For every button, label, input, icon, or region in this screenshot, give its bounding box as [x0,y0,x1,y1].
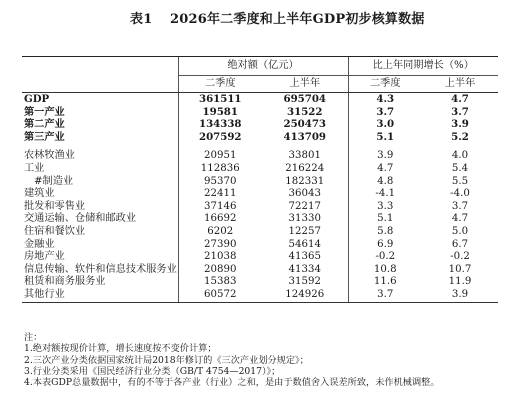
row-label: #制造业 [34,175,74,187]
subheader-blank [22,76,178,93]
cell-q2-growth: 3.3 [348,201,422,214]
note-item: 2.三次产业分类依据国家统计局2018年修订的《三次产业划分规定》； [24,354,309,366]
table-row [22,276,498,289]
cell-h1-amount: 12257 [288,225,321,237]
row-label: 金融业 [24,238,55,250]
cell-q2-amount: 20890 [178,264,262,277]
table-row [22,264,498,277]
cell-q2-growth: 10.8 [348,264,422,277]
cell-q2-amount: 134338 [178,118,262,131]
table-row [22,163,498,176]
table-row [22,93,498,106]
cell-q2-amount: 6202 [178,226,262,239]
table-body [22,93,498,303]
cell-h1-growth: 5.4 [451,162,469,174]
subheader-q2-amount: 二季度 [178,76,262,93]
cell-q2-amount: 16692 [178,213,262,226]
cell-q2-growth: 3.7 [348,106,422,119]
cell-q2-growth: 4.8 [348,176,422,189]
table-row [22,251,498,264]
cell-q2-amount: 207592 [178,131,262,144]
cell-q2-growth: 3.0 [348,118,422,131]
cell-h1-amount: 250473 [283,118,327,131]
table-row [22,226,498,239]
cell-h1-growth: 5.2 [451,130,469,143]
cell-q2-growth: -4.1 [348,188,422,201]
cell-h1-growth: 4.0 [451,150,469,162]
note-heading: 注： [24,332,43,343]
table-row [22,131,498,144]
cell-h1-amount: 72217 [288,200,321,212]
cell-q2-growth: 6.9 [348,239,422,252]
cell-q2-amount: 37146 [178,201,262,214]
table-row [22,118,498,131]
cell-q2-growth: 4.3 [348,93,422,106]
cell-h1-amount: 31330 [288,213,321,225]
row-label: 第三产业 [24,130,65,143]
row-label: 其他行业 [22,289,178,302]
table-row [22,289,498,302]
table-row [22,150,498,163]
cell-q2-amount: 19581 [178,106,262,119]
note-item: 4.本表GDP总量数据中，有的不等于各产业（行业）之和，是由于数值舍入误差所致，未作机械调整。 [24,377,440,389]
gdp-data-table [22,56,498,303]
cell-q2-amount: 112836 [178,163,262,176]
note-item: 1.绝对额按现价计算，增长速度按不变价计算； [24,343,217,355]
cell-h1-amount: 41365 [288,251,321,263]
header-blank [22,57,178,76]
row-label: 住宿和餐饮业 [24,225,86,237]
cell-h1-amount: 182331 [285,175,325,187]
row-label: 房地产业 [24,251,65,263]
cell-q2-amount: 60572 [178,289,262,302]
cell-q2-growth: 3.7 [348,289,422,302]
table-notes [24,332,500,388]
cell-q2-growth: -0.2 [348,251,422,264]
row-label: 信息传输、软件和信息技术服务业 [24,263,177,275]
table-row [22,188,498,201]
table-title-text: 2026年二季度和上半年GDP初步核算数据 [170,12,425,27]
cell-h1-growth: 11.9 [448,276,472,288]
cell-h1-growth: -0.2 [450,251,470,263]
cell-q2-amount: 15383 [178,276,262,289]
cell-h1-amount: 31592 [288,276,321,288]
cell-q2-amount: 95370 [178,176,262,189]
row-label: 第二产业 [24,118,65,131]
table-row [22,239,498,252]
subheader-h1-growth: 上半年 [422,76,498,93]
row-label: GDP [24,93,50,105]
cell-q2-amount: 21038 [178,251,262,264]
row-label: 批发和零售业 [24,200,86,212]
cell-q2-growth: 3.9 [348,150,422,163]
header-growth-rate: 比上年同期增长（%） [348,57,498,76]
cell-q2-growth: 5.1 [348,131,422,144]
table-row [22,201,498,214]
cell-h1-growth: 3.9 [451,118,469,131]
cell-h1-amount: 413709 [283,130,327,143]
table-row [22,106,498,119]
row-label: 建筑业 [24,188,55,200]
note-item: 3.行业分类采用《国民经济行业分类（GB/T 4754—2017）》； [24,365,281,377]
cell-q2-growth: 11.6 [348,276,422,289]
cell-q2-growth: 4.7 [348,163,422,176]
row-label: 租赁和商务服务业 [24,276,106,288]
cell-h1-growth: 3.9 [422,289,498,302]
table-row [22,176,498,189]
cell-h1-growth: 10.7 [448,263,472,275]
cell-h1-amount: 41334 [288,263,321,275]
cell-h1-growth: 4.7 [451,213,469,225]
cell-q2-amount: 20951 [178,150,262,163]
cell-h1-growth: 3.7 [451,200,469,212]
row-label: 交通运输、仓储和邮政业 [24,213,137,225]
cell-q2-amount: 22411 [178,188,262,201]
cell-h1-amount: 36043 [288,188,321,200]
row-label: 农林牧渔业 [24,150,75,162]
cell-q2-growth: 5.8 [348,226,422,239]
cell-h1-growth: 5.5 [451,175,469,187]
table-number: 表1 [130,12,153,27]
cell-h1-growth: 6.7 [451,238,469,250]
cell-h1-growth: 4.7 [451,93,469,105]
subheader-h1-amount: 上半年 [262,76,348,93]
row-label: 第一产业 [24,105,65,118]
header-absolute-amount: 绝对额（亿元） [178,57,348,76]
cell-h1-amount: 695704 [283,93,327,105]
cell-h1-growth: -4.0 [450,188,470,200]
table-row [22,213,498,226]
cell-h1-amount: 33801 [288,150,321,162]
cell-q2-amount: 27390 [178,239,262,252]
cell-q2-growth: 5.1 [348,213,422,226]
cell-h1-amount: 124926 [262,289,348,302]
cell-h1-amount: 216224 [285,162,325,174]
cell-h1-amount: 54614 [288,238,321,250]
row-spacer [22,143,498,150]
cell-h1-growth: 5.0 [451,225,469,237]
cell-h1-growth: 3.7 [451,105,469,118]
cell-q2-amount: 361511 [178,93,262,106]
cell-h1-amount: 31522 [287,105,323,118]
subheader-q2-growth: 二季度 [348,76,422,93]
row-label: 工业 [24,162,45,174]
